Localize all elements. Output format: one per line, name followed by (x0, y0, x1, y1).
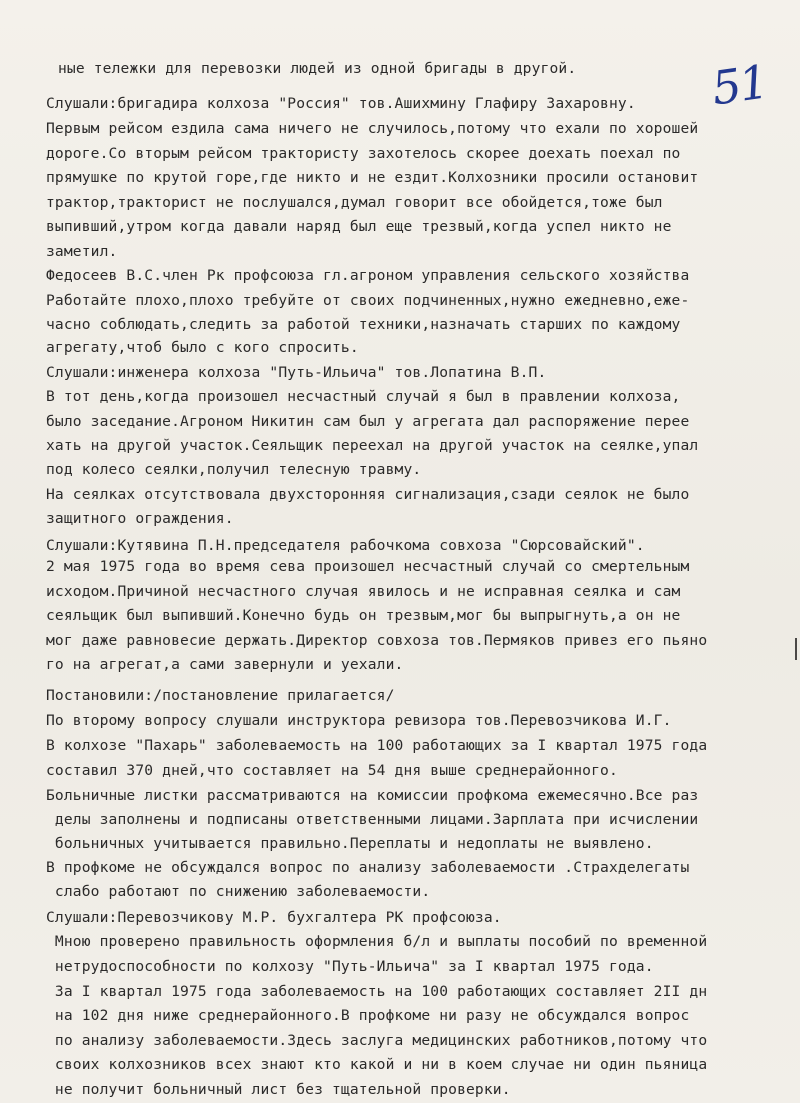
handwritten-page-number: 51 (708, 54, 771, 116)
text-line-39: на 102 дня ниже среднерайонного.В профкоме ни разу не обсуждался вопрос (46, 1007, 690, 1024)
text-line-41: своих колхозников всех знают кто какой и ни в коем случае ни один пьяница (46, 1056, 708, 1073)
text-line-28: В колхозе "Пахарь" заболеваемость на 100 работающих за I квартал 1975 года (46, 737, 708, 754)
text-line-31: делы заполнены и подписаны ответственными лицами.Зарплата при исчислении (46, 811, 699, 828)
text-line-40: по анализу заболеваемости.Здесь заслуга медицинских работников,потому что (46, 1032, 708, 1049)
text-line-20: Слушали:Кутявина П.Н.председателя рабочкома совхоза "Сюрсовайский". (46, 537, 645, 554)
text-line-11: часно соблюдать,следить за работой техники,назначать старших по каждому (46, 316, 681, 333)
text-line-12: агрегату,чтоб было с кого спросить. (46, 339, 359, 356)
text-line-34: слабо работают по снижению заболеваемости. (46, 883, 431, 900)
text-line-16: хать на другой участок.Сеяльщик переехал на другой участок на сеялке,упал (46, 437, 699, 454)
text-line-1: ные тележки для перевозки людей из одной бригады в другой. (58, 60, 577, 77)
text-line-15: было заседание.Агроном Никитин сам был у агрегата дал распоряжение перее (46, 413, 690, 430)
text-line-32: больничных учитывается правильно.Переплаты и недоплаты не выявлено. (46, 835, 654, 852)
text-line-26: Постановили:/постановление прилагается/ (46, 687, 395, 704)
text-line-30: Больничные листки рассматриваются на комиссии профкома ежемесячно.Все раз (46, 787, 699, 804)
text-line-9: Федосеев В.С.член Рк профсоюза гл.агроном управления сельского хозяйства (46, 267, 690, 284)
text-line-22: исходом.Причиной несчастного случая явилось и не исправная сеялка и сам (46, 583, 681, 600)
text-line-38: За I квартал 1975 года заболеваемость на 100 работающих составляет 2II дн (46, 983, 708, 1000)
text-line-21: 2 мая 1975 года во время сева произошел несчастный случай со смертельным (46, 558, 690, 575)
text-line-29: составил 370 дней,что составляет на 54 дня выше среднерайонного. (46, 762, 618, 779)
text-line-5: прямушке по крутой горе,где никто и не ездит.Колхозники просили остановит (46, 169, 699, 186)
text-line-36: Мною проверено правильность оформления б/л и выплаты пособий по временной (46, 933, 708, 950)
text-line-3: Первым рейсом ездила сама ничего не случилось,потому что ехали по хорошей (46, 120, 699, 137)
text-line-19: защитного ограждения. (46, 510, 234, 527)
text-line-23: сеяльщик был выпивший.Конечно будь он трезвым,мог бы выпрыгнуть,а он не (46, 607, 681, 624)
text-line-27: По второму вопросу слушали инструктора ревизора тов.Перевозчикова И.Г. (46, 712, 672, 729)
text-line-24: мог даже равновесие держать.Директор совхоза тов.Пермяков привез его пьяно (46, 632, 708, 649)
text-line-6: трактор,тракторист не послушался,думал говорит все обойдется,тоже был (46, 194, 663, 211)
margin-mark (795, 638, 797, 660)
text-line-25: го на агрегат,а сами завернули и уехали. (46, 656, 404, 673)
text-line-35: Слушали:Перевозчикову М.Р. бухгалтера РК профсоюза. (46, 909, 502, 926)
text-line-2: Слушали:бригадира колхоза "Россия" тов.Ашихмину Глафиру Захаровну. (46, 95, 636, 112)
text-line-37: нетрудоспособности по колхозу "Путь-Ильича" за I квартал 1975 года. (46, 958, 654, 975)
text-line-33: В профкоме не обсуждался вопрос по анализу заболеваемости .Страхделегаты (46, 859, 690, 876)
text-line-7: выпивший,утром когда давали наряд был еще трезвый,когда успел никто не (46, 218, 672, 235)
text-line-18: На сеялках отсутствовала двухсторонняя сигнализация,сзади сеялок не было (46, 486, 690, 503)
text-line-4: дороге.Со вторым рейсом трактористу захотелось скорее доехать поехал по (46, 145, 681, 162)
text-line-17: под колесо сеялки,получил телесную травму. (46, 461, 422, 478)
text-line-10: Работайте плохо,плохо требуйте от своих подчиненных,нужно ежедневно,еже- (46, 292, 690, 309)
text-line-14: В тот день,когда произошел несчастный случай я был в правлении колхоза, (46, 388, 681, 405)
text-line-42: не получит больничный лист без тщательной проверки. (46, 1081, 511, 1098)
text-line-8: заметил. (46, 243, 118, 260)
text-line-13: Слушали:инженера колхоза "Путь-Ильича" тов.Лопатина В.П. (46, 364, 547, 381)
